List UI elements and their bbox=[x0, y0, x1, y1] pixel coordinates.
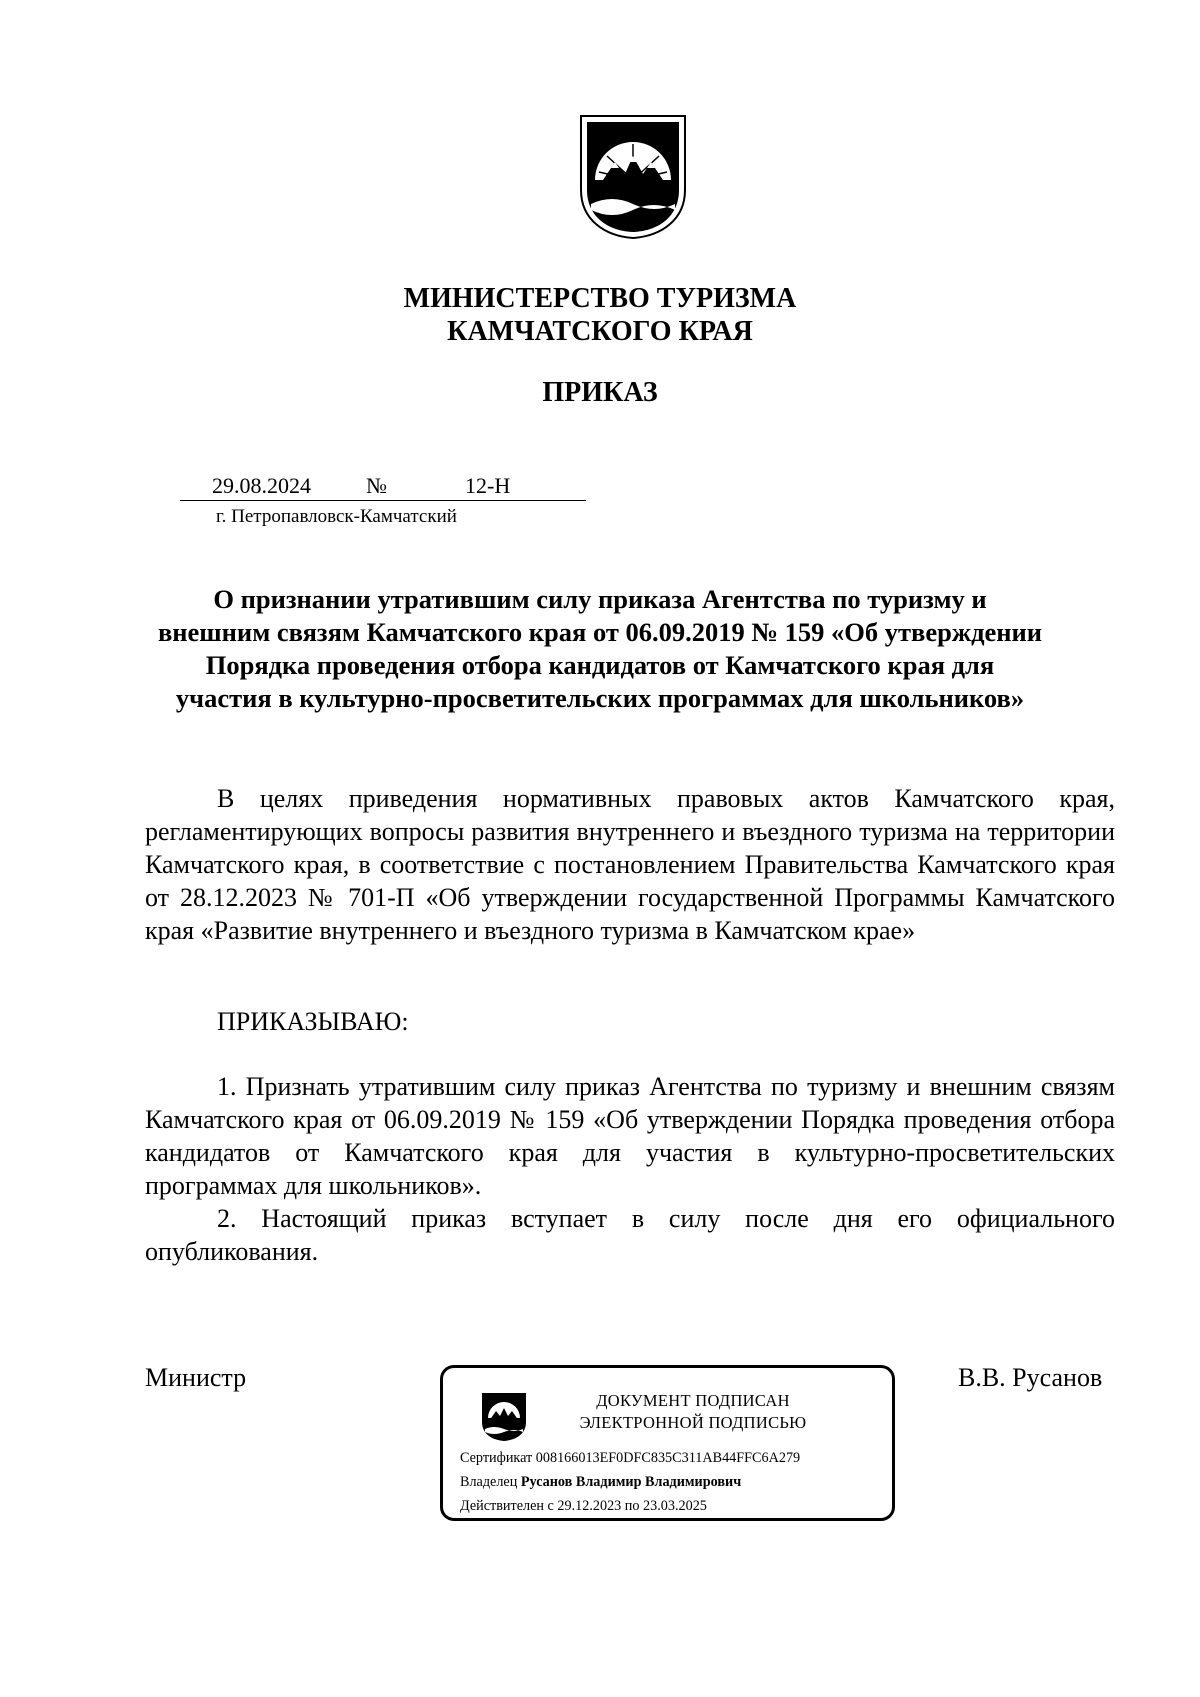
valid-from: 29.12.2023 bbox=[557, 1498, 622, 1514]
signatory-position: Министр bbox=[145, 1363, 247, 1392]
coat-of-arms-icon bbox=[577, 112, 689, 240]
order-item-1: 1. Признать утратившим силу приказ Агентства по туризму и внешним связям Камчатского края от 06.09.2019 № 159 «Об утверждении Порядка проведения отбора кандидатов от Камчатского края для участия в культурно-просветительских программах для школьников». bbox=[145, 1072, 1115, 1200]
order-item-2: 2. Настоящий приказ вступает в силу после дня его официального опубликования. bbox=[145, 1204, 1115, 1266]
valid-label: Действителен bbox=[460, 1498, 544, 1514]
owner-label: Владелец bbox=[460, 1474, 518, 1490]
title-line-2: внешним связям Камчатского края от 06.09.2019 № 159 «Об утверждении bbox=[157, 617, 1043, 647]
document-type: ПРИКАЗ bbox=[542, 377, 658, 408]
ministry-name bbox=[300, 282, 900, 348]
stamp-heading-line-1: ДОКУМЕНТ ПОДПИСАН bbox=[596, 1391, 790, 1410]
stamp-validity bbox=[460, 1498, 707, 1515]
number-sign: № bbox=[366, 473, 387, 498]
stamp-certificate bbox=[460, 1450, 800, 1467]
signatory-name: В.В. Русанов bbox=[958, 1363, 1103, 1392]
document-number: 12-Н bbox=[465, 473, 511, 498]
owner-value: Русанов Владимир Владимирович bbox=[520, 1474, 742, 1490]
meta-underline bbox=[180, 500, 586, 501]
certificate-value: 008166013EF0DFC835C311AB44FFC6A279 bbox=[535, 1450, 801, 1466]
intro-paragraph: В целях приведения нормативных правовых актов Камчатского края, регламентирующих вопросы развития внутреннего и въездного туризма на территории Камчатского края, в соответствие с постановлением Правительства Камчатского края от 28.12.2023 № 701-П «Об утверждении государственной Программы Камчатского края «Развитие внутреннего и въездного туризма в Камчатском крае» bbox=[145, 784, 1115, 945]
document-city: г. Петропавловск-Камчатский bbox=[216, 506, 457, 527]
valid-from-label: с bbox=[547, 1498, 554, 1514]
document-date: 29.08.2024 bbox=[212, 473, 311, 498]
stamp-heading-line-2: ЭЛЕКТРОННОЙ ПОДПИСЬЮ bbox=[579, 1413, 807, 1432]
stamp-heading bbox=[543, 1390, 843, 1434]
valid-to: 23.03.2025 bbox=[643, 1498, 707, 1514]
ministry-line-2: КАМЧАТСКОГО КРАЯ bbox=[447, 316, 753, 347]
stamp-coat-of-arms-icon bbox=[479, 1390, 529, 1442]
title-line-1: О признании утратившим силу приказа Агентства по туризму и bbox=[213, 584, 987, 614]
document-title bbox=[140, 583, 1060, 715]
certificate-label: Сертификат bbox=[460, 1450, 533, 1466]
ministry-line-1: МИНИСТЕРСТВО ТУРИЗМА bbox=[403, 283, 797, 314]
valid-to-label: по bbox=[624, 1498, 640, 1514]
order-heading: ПРИКАЗЫВАЮ: bbox=[217, 1007, 409, 1036]
electronic-signature-stamp bbox=[440, 1365, 895, 1521]
title-line-3: Порядка проведения отбора кандидатов от Камчатского края для bbox=[205, 650, 995, 680]
stamp-owner bbox=[460, 1474, 741, 1491]
title-line-4: участия в культурно-просветительских программах для школьников» bbox=[175, 683, 1025, 713]
